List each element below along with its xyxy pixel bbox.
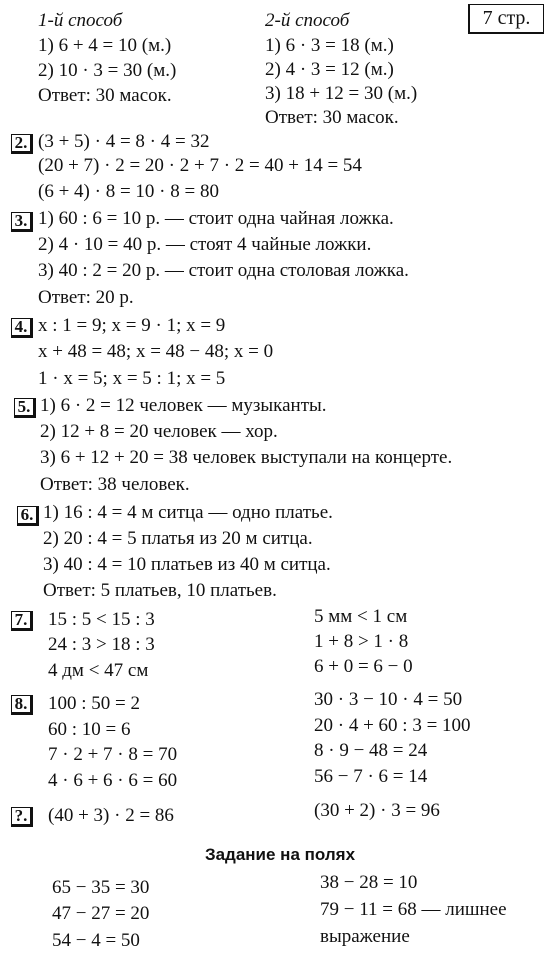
task2-line: (6 + 4) · 8 = 10 · 8 = 80	[38, 181, 219, 202]
task8-right-line: 30 · 3 − 10 · 4 = 50	[314, 689, 463, 710]
task3-line: 2) 4 · 10 = 40 р. — стоят 4 чайные ложки.	[38, 234, 372, 255]
task5-answer: Ответ: 38 человек.	[40, 474, 190, 495]
task9-right-line: (30 + 2) · 3 = 96	[314, 800, 440, 821]
method2-line: 1) 6 · 3 = 18 (м.)	[265, 35, 394, 56]
task7-right-line: 1 + 8 > 1 · 8	[314, 631, 409, 652]
task6-number: 6.	[17, 506, 39, 526]
task7-right-line: 5 мм < 1 см	[314, 606, 408, 627]
method2-title: 2-й способ	[265, 10, 350, 31]
margin-task-right-line: 79 − 11 = 68 — лишнее	[320, 899, 507, 920]
task5-line: 2) 12 + 8 = 20 человек — хор.	[40, 421, 278, 442]
margin-task-left-line: 47 − 27 = 20	[52, 903, 150, 924]
task2-number: 2.	[11, 134, 33, 154]
task5-line: 3) 6 + 12 + 20 = 38 человек выступали на концерте.	[40, 447, 453, 468]
task7-left-line: 4 дм < 47 см	[48, 660, 149, 681]
task6-line: 3) 40 : 4 = 10 платьев из 40 м ситца.	[43, 554, 331, 575]
method2-answer: Ответ: 30 масок.	[265, 107, 399, 128]
task4-line: x : 1 = 9; x = 9 · 1; x = 9	[38, 315, 226, 336]
task8-number: 8.	[11, 695, 33, 715]
task8-right-line: 56 − 7 · 6 = 14	[314, 766, 428, 787]
task3-line: 1) 60 : 6 = 10 р. — стоит одна чайная ложка.	[38, 208, 394, 229]
margin-task-left-line: 65 − 35 = 30	[52, 877, 150, 898]
method1-answer: Ответ: 30 масок.	[38, 85, 172, 106]
task8-right-line: 8 · 9 − 48 = 24	[314, 740, 428, 761]
method2-line: 2) 4 · 3 = 12 (м.)	[265, 59, 394, 80]
task7-right-line: 6 + 0 = 6 − 0	[314, 656, 413, 677]
method1-line: 2) 10 · 3 = 30 (м.)	[38, 60, 177, 81]
task8-left-line: 7 · 2 + 7 · 8 = 70	[48, 744, 178, 765]
task6-answer: Ответ: 5 платьев, 10 платьев.	[43, 580, 277, 601]
task3-answer: Ответ: 20 р.	[38, 287, 134, 308]
method2-line: 3) 18 + 12 = 30 (м.)	[265, 83, 418, 104]
margin-task-title: Задание на полях	[204, 845, 356, 864]
task3-number: 3.	[11, 212, 33, 232]
task6-line: 1) 16 : 4 = 4 м ситца — одно платье.	[43, 502, 333, 523]
margin-task-right-line: выражение	[320, 926, 410, 947]
margin-task-left-line: 54 − 4 = 50	[52, 930, 140, 951]
task4-number: 4.	[11, 318, 33, 338]
task8-left-line: 4 · 6 + 6 · 6 = 60	[48, 770, 178, 791]
task8-left-line: 60 : 10 = 6	[48, 719, 131, 740]
task2-line: (3 + 5) · 4 = 8 · 4 = 32	[38, 131, 210, 152]
method1-line: 1) 6 + 4 = 10 (м.)	[38, 35, 172, 56]
margin-task-right-line: 38 − 28 = 10	[320, 872, 418, 893]
task7-number: 7.	[11, 611, 33, 631]
task5-number: 5.	[14, 398, 36, 418]
task6-line: 2) 20 : 4 = 5 платья из 20 м ситца.	[43, 528, 313, 549]
task9-number: ?.	[11, 807, 33, 827]
task8-left-line: 100 : 50 = 2	[48, 693, 140, 714]
task9-left-line: (40 + 3) · 2 = 86	[48, 805, 174, 826]
page-reference: 7 стр.	[468, 4, 544, 34]
task5-line: 1) 6 · 2 = 12 человек — музыканты.	[40, 395, 327, 416]
task7-left-line: 24 : 3 > 18 : 3	[48, 634, 155, 655]
task2-line: (20 + 7) · 2 = 20 · 2 + 7 · 2 = 40 + 14 = 54	[38, 155, 362, 176]
task3-line: 3) 40 : 2 = 20 р. — стоит одна столовая ложка.	[38, 260, 409, 281]
task4-line: 1 · x = 5; x = 5 : 1; x = 5	[38, 368, 226, 389]
task8-right-line: 20 · 4 + 60 : 3 = 100	[314, 715, 471, 736]
task4-line: x + 48 = 48; x = 48 − 48; x = 0	[38, 341, 274, 362]
task7-left-line: 15 : 5 < 15 : 3	[48, 609, 155, 630]
method1-title: 1-й способ	[38, 10, 123, 31]
